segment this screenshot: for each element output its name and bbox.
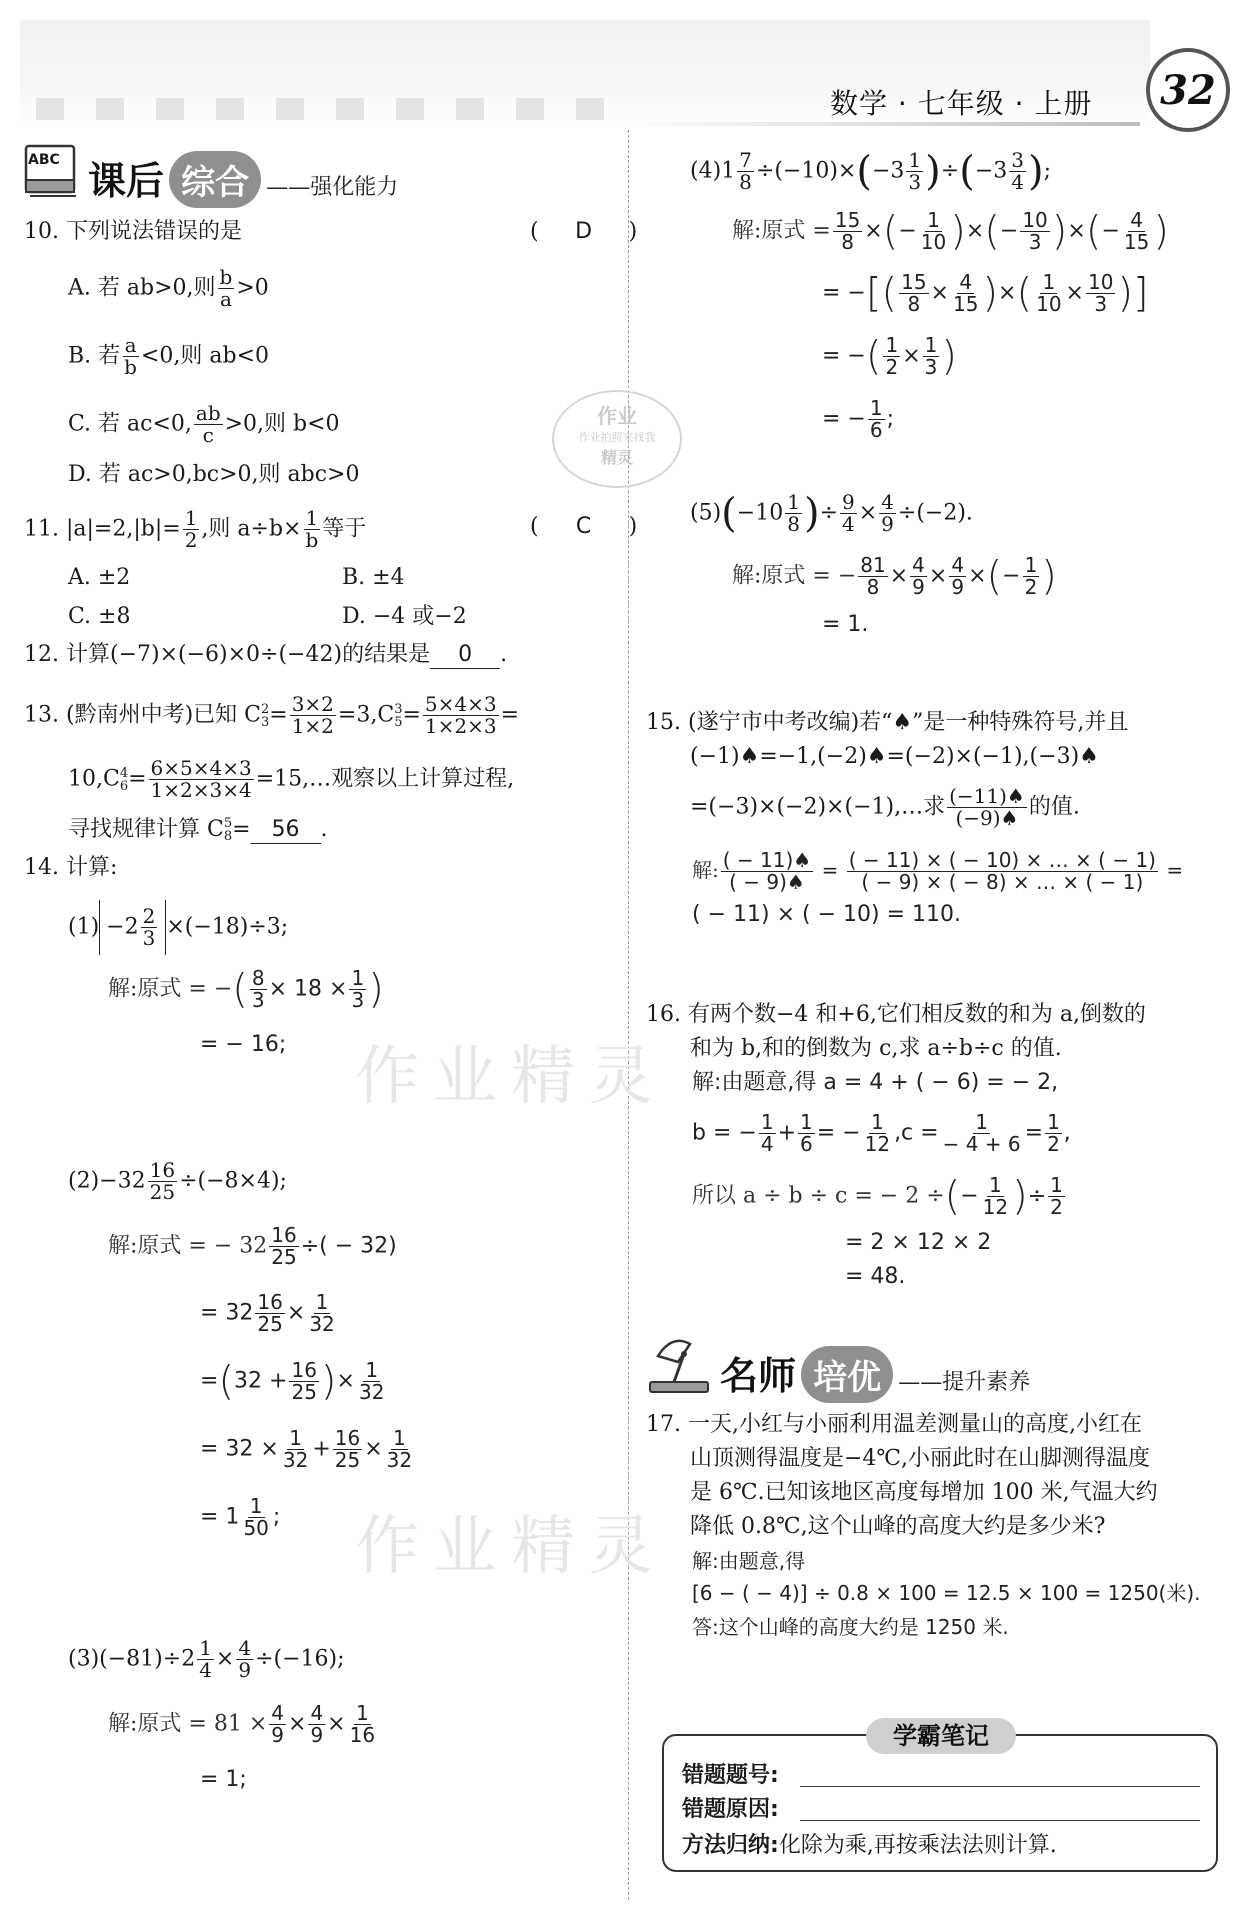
- question-15-line2: (−1)♠=−1,(−2)♠=(−2)×(−1),(−3)♠: [690, 744, 1099, 769]
- q14-part2-step1: 解:原式 = − 32 $\frac{16}{25}$ ÷( − 32): [108, 1223, 397, 1269]
- question-10: 10. 下列说法错误的是: [24, 219, 242, 244]
- watermark: 作业精灵: [355, 1510, 667, 1584]
- answer-blank: 0: [430, 642, 500, 669]
- book-icon: [22, 140, 80, 200]
- question-16-step4: = 2 × 12 × 2: [845, 1230, 992, 1255]
- q14-part4-step1: 解:原式 = $\frac{15}{8}$ ×(− $\frac{1}{10}$ )×(− $\frac{10}{3}$ )×(− $\frac{4}{15}$ ): [732, 208, 1169, 255]
- q14-part1-result: = − 16;: [200, 1032, 287, 1057]
- q14-part2-step4: = 32 × $\frac{1}{32}$ + $\frac{16}{25}$ × $\frac{1}{32}$: [200, 1426, 413, 1472]
- watermark-stamp: 作业 作业拍照来找我 精灵: [552, 390, 682, 488]
- section-title: 名师: [720, 1354, 797, 1398]
- header-stripe: [456, 98, 484, 120]
- question-16-step1: 解:由题意,得 a = 4 + ( − 6) = − 2,: [692, 1070, 1059, 1095]
- notes-row-method: 方法归纳:化除为乘,再按乘法法则计算.: [682, 1833, 1057, 1858]
- question-15-line3: =(−3)×(−2)×(−1),…求 $\frac{(-11)♠}{(-9)♠}$ 的值.: [690, 784, 1080, 830]
- section-heading: [720, 1345, 1030, 1403]
- notes-row-wrong-reason: 错题原因:: [682, 1797, 779, 1822]
- q14-part2: (2)−32 $\frac{16}{25}$ ÷(−8×4);: [68, 1158, 287, 1204]
- question-12: 12. 计算(−7)×(−6)×0÷(−42)的结果是 0 .: [24, 642, 508, 667]
- question-15-result: ( − 11) × ( − 10) = 110.: [692, 902, 961, 927]
- section-subtitle: ——提升素养: [898, 1370, 1031, 1395]
- q14-part1-solution: 解:原式 = −( $\frac{8}{3}$ × 18 × $\frac{1}{3}$ ): [108, 966, 384, 1013]
- header-stripe: [336, 98, 364, 120]
- q14-part4-step2: = −[( $\frac{15}{8}$ × $\frac{4}{15}$ )×( $\frac{1}{10}$ × $\frac{10}{3}$ )]: [822, 270, 1149, 317]
- question-13-line2: 10,C 4 6 = $\frac{6\times 5\times 4\times 3}{1\times 2\times 3\times 4}$ =15,…观察以上计算过程,: [68, 756, 515, 802]
- answer-10: ( D ): [530, 219, 638, 244]
- option-d: D. 若 ac>0,bc>0,则 abc>0: [68, 462, 360, 487]
- q14-part3: (3)(−81)÷2 $\frac{1}{4}$ × $\frac{4}{9}$ ÷(−16);: [68, 1636, 345, 1682]
- watermark: 作业精灵: [355, 1040, 667, 1114]
- page-number: 32: [1146, 48, 1230, 132]
- option-b: B. 若 $\frac{a}{b}$ <0,则 ab<0: [68, 333, 270, 379]
- question-11: 11. |a|=2,|b|= $\frac{1}{2}$ ,则 a÷b× $\frac{1}{b}$ 等于: [24, 506, 367, 552]
- question-13-line1: 13. (黔南州中考)已知 C 2 3 = $\frac{3\times 2}{1\times 2}$ =3,C 3 5 = $\frac{5\times 4\times 3}{1\times 2\times 3}$ =: [24, 692, 520, 738]
- option-c: C. 若 ac<0, $\frac{ab}{c}$ >0,则 b<0: [68, 401, 340, 447]
- q14-part4-step3: = −( $\frac{1}{2}$ × $\frac{1}{3}$ ): [822, 333, 957, 380]
- question-17-answer: 答:这个山峰的高度大约是 1250 米.: [692, 1615, 1009, 1639]
- q14-part2-step2: = 32 $\frac{16}{25}$ × $\frac{1}{32}$: [200, 1290, 335, 1336]
- header-stripe: [36, 98, 64, 120]
- notes-blank[interactable]: [800, 1820, 1200, 1821]
- lamp-icon: [644, 1328, 712, 1396]
- question-16-step3: 所以 a ÷ b ÷ c = − 2 ÷(− $\frac{1}{12}$ )÷ $\frac{1}{2}$: [692, 1173, 1063, 1220]
- question-17-line3: 是 6℃.已知该地区高度每增加 100 米,气温大约: [690, 1480, 1158, 1505]
- notes-row-wrong-number: 错题题号:: [682, 1763, 779, 1788]
- notes-title: 学霸笔记: [866, 1718, 1016, 1754]
- question-15-line1: 15. (遂宁市中考改编)若“♠”是一种特殊符号,并且: [646, 710, 1129, 735]
- header-stripe: [396, 98, 424, 120]
- header-stripe: [216, 98, 244, 120]
- option-a: A. ±2: [68, 565, 131, 590]
- notes-blank[interactable]: [800, 1786, 1200, 1787]
- question-16-result: = 48.: [845, 1264, 906, 1289]
- book-title: 数学 · 七年级 · 上册: [830, 87, 1093, 120]
- q14-part5-step1: 解:原式 = − $\frac{81}{8}$ × $\frac{4}{9}$ × $\frac{4}{9}$ ×(− $\frac{1}{2}$ ): [732, 553, 1057, 600]
- section-heading: [88, 150, 398, 208]
- header-stripe: [276, 98, 304, 120]
- header-stripe: [576, 98, 604, 120]
- q14-part5-result: = 1.: [822, 612, 869, 637]
- section-subtitle: ——强化能力: [266, 175, 399, 200]
- section-title: 课后: [88, 159, 165, 203]
- header-stripe: [516, 98, 544, 120]
- q14-part3-result: = 1;: [200, 1767, 247, 1792]
- answer-11: ( C ): [530, 514, 638, 539]
- q14-part4: (4)1 $\frac{7}{8}$ ÷(−10)×(−3 $\frac{1}{3}$ )÷(−3 $\frac{3}{4}$ );: [690, 148, 1052, 195]
- question-15-solution: 解: $\frac{( - 11)♠}{( - 9)♠}$ = $\frac{( - 11) \times ( - 10) \times \dots \times ( - 1)}{( - 9) \times ( - 8) \times \dots \times ( - 1)}$ =: [692, 848, 1184, 894]
- section-highlight: 综合: [169, 151, 261, 208]
- header-stripe: [96, 98, 124, 120]
- question-16-line1: 16. 有两个数−4 和+6,它们相反数的和为 a,倒数的: [646, 1002, 1146, 1027]
- question-17-step2: [6 − ( − 4)] ÷ 0.8 × 100 = 12.5 × 100 = 1250(米).: [692, 1581, 1201, 1605]
- question-13-line3: 寻找规律计算 C 5 8 = 56 .: [68, 816, 328, 844]
- question-14: 14. 计算:: [24, 855, 118, 880]
- question-16-step2: b = − $\frac{1}{4}$ + $\frac{1}{6}$ = − $\frac{1}{12}$ ,c = $\frac{1}{- 4 + 6}$ = $\frac{1}{2}$ ,: [692, 1110, 1071, 1156]
- question-16-line2: 和为 b,和的倒数为 c,求 a÷b÷c 的值.: [690, 1036, 1062, 1061]
- question-17-line1: 17. 一天,小红与小丽利用温差测量山的高度,小红在: [646, 1412, 1142, 1437]
- option-a: A. 若 ab>0,则 $\frac{b}{a}$ >0: [68, 265, 269, 311]
- q14-part1: (1) −2 $\frac{2}{3}$ ×(−18)÷3;: [68, 900, 288, 955]
- q14-part2-step3: =(32 + $\frac{16}{25}$ )× $\frac{1}{32}$: [200, 1358, 385, 1405]
- question-17-line4: 降低 0.8℃,这个山峰的高度大约是多少米?: [690, 1514, 1106, 1539]
- question-17-line2: 山顶测得温度是−4℃,小丽此时在山脚测得温度: [690, 1446, 1151, 1471]
- option-b: B. ±4: [342, 565, 405, 590]
- option-d: D. −4 或−2: [342, 604, 467, 629]
- header-rule: [620, 122, 1140, 126]
- answer-blank: 56: [251, 817, 321, 844]
- q14-part4-result: = − $\frac{1}{6}$ ;: [822, 396, 895, 442]
- question-17-step1: 解:由题意,得: [692, 1549, 806, 1573]
- section-badge: ABC: [28, 152, 60, 168]
- header-stripe: [156, 98, 184, 120]
- q14-part2-result: = 1 $\frac{1}{50}$ ;: [200, 1494, 281, 1540]
- section-highlight: 培优: [801, 1346, 893, 1403]
- q14-part3-step1: 解:原式 = 81 × $\frac{4}{9}$ × $\frac{4}{9}$ × $\frac{1}{16}$: [108, 1701, 376, 1747]
- q14-part5: (5)(−10 $\frac{1}{8}$ )÷ $\frac{9}{4}$ × $\frac{4}{9}$ ÷(−2).: [690, 490, 973, 537]
- option-c: C. ±8: [68, 604, 131, 629]
